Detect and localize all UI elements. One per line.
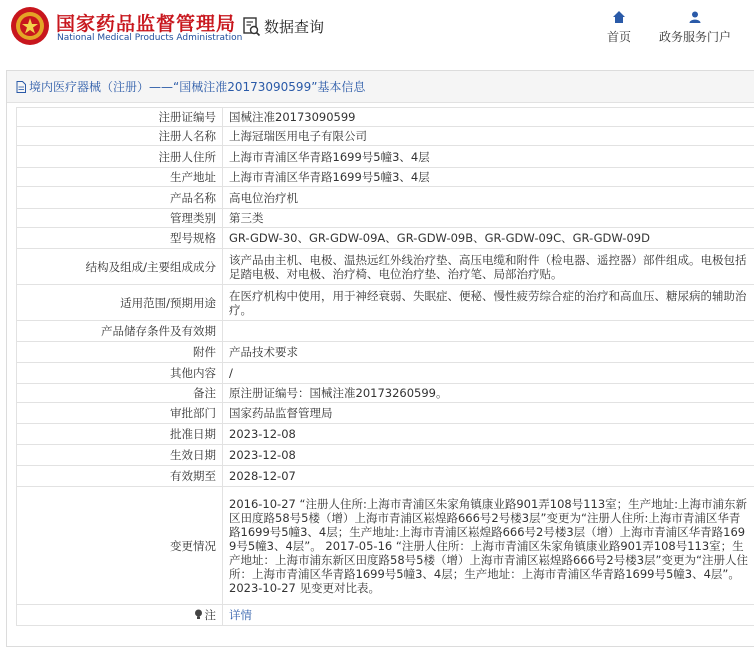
row-value	[223, 321, 754, 342]
row-value: 高电位治疗机	[223, 187, 754, 209]
data-query-label: 数据查询	[264, 16, 324, 37]
row-value: 上海市青浦区华青路1699号5幢3、4层	[223, 168, 754, 187]
table-row	[17, 187, 754, 209]
nav-home-label: 首页	[607, 28, 631, 45]
table-row	[17, 249, 754, 285]
row-value: 2023-12-08	[223, 424, 754, 445]
table-row	[17, 424, 754, 445]
row-label: 生效日期	[17, 445, 223, 466]
basic-info-panel	[6, 70, 754, 647]
table-row	[17, 146, 754, 168]
nav-government-service[interactable]	[659, 10, 731, 45]
home-icon	[612, 10, 626, 24]
site-header	[0, 0, 754, 56]
table-row	[17, 321, 754, 342]
row-label: 注册人住所	[17, 146, 223, 168]
row-label: 注册人名称	[17, 127, 223, 146]
table-row	[17, 127, 754, 146]
row-label: 型号规格	[17, 228, 223, 249]
row-label: 有效期至	[17, 466, 223, 487]
row-label: 其他内容	[17, 363, 223, 384]
row-label: 注册证编号	[17, 108, 223, 127]
panel-header	[7, 71, 754, 103]
row-label: 产品名称	[17, 187, 223, 209]
document-icon	[16, 81, 26, 93]
row-value: 第三类	[223, 209, 754, 228]
table-row	[17, 168, 754, 187]
table-row	[17, 285, 754, 321]
row-value: 上海冠瑞医用电子有限公司	[223, 127, 754, 146]
table-row	[17, 605, 754, 626]
row-label: 适用范围/预期用途	[17, 285, 223, 321]
row-value: GR-GDW-30、GR-GDW-09A、GR-GDW-09B、GR-GDW-09C、GR-GDW-09D	[223, 228, 754, 249]
panel-title: 境内医疗器械（注册）——“国械注准20173090599”基本信息	[29, 78, 365, 95]
search-document-icon	[243, 17, 261, 37]
row-value: 在医疗机构中使用，用于神经衰弱、失眠症、便秘、慢性疲劳综合症的治疗和高血压、糖尿病的辅助治疗。	[223, 285, 754, 321]
row-value: 2023-12-08	[223, 445, 754, 466]
row-label: 结构及组成/主要组成成分	[17, 249, 223, 285]
table-row	[17, 363, 754, 384]
table-row	[17, 466, 754, 487]
table-row	[17, 403, 754, 424]
row-label: 变更情况	[17, 487, 223, 605]
note-value	[223, 605, 754, 626]
site-title: 国家药品监督管理局	[56, 9, 236, 36]
table-row	[17, 209, 754, 228]
table-row	[17, 342, 754, 363]
row-value: 产品技术要求	[223, 342, 754, 363]
note-label-cell	[17, 605, 223, 626]
row-value: 2016-10-27 “注册人住所:上海市青浦区朱家角镇康业路901弄108号113室；生产地址:上海市浦东新区田度路58号5楼（增）上海市青浦区崧煌路666号2号楼3层”变更为“注册人住所:上海市青浦区华青路1699号5幢3、4层；生产地址:上海市青浦区崧煌路666号2号楼3层（增）上海市青浦区华青路1699号5幢3、4层”。 2017-05-16 “注册人住所：上海市青浦区朱家角镇康业路901弄108号113室；生产地址：上海市浦东新区田度路58号5楼（增）上海市青浦区崧煌路666号2号楼3层”变更为“注册人住所：上海市青浦区华青路1699号5幢3、4层；生产地址：上海市青浦区华青路1699号5幢3、4层”。 2023-10-27 见变更对比表。	[223, 487, 754, 605]
row-label: 生产地址	[17, 168, 223, 187]
row-value: 原注册证编号：国械注准20173260599。	[223, 384, 754, 403]
table-row	[17, 108, 754, 127]
bulb-icon	[194, 609, 203, 620]
nav-government-service-label: 政务服务门户	[659, 28, 731, 45]
national-emblem-logo[interactable]	[10, 6, 50, 46]
data-query-link[interactable]	[243, 16, 324, 37]
row-value: 该产品由主机、电极、温热远红外线治疗垫、高压电缆和附件（检电器、遥控器）部件组成。电极包括足踏电极、对电极、治疗椅、电位治疗垫、治疗笔、局部治疗贴。	[223, 249, 754, 285]
row-label: 产品储存条件及有效期	[17, 321, 223, 342]
site-subtitle: National Medical Products Administration	[57, 33, 242, 43]
row-value: 上海市青浦区华青路1699号5幢3、4层	[223, 146, 754, 168]
table-row	[17, 384, 754, 403]
row-value: 2028-12-07	[223, 466, 754, 487]
table-row	[17, 487, 754, 605]
row-value: /	[223, 363, 754, 384]
row-label: 批准日期	[17, 424, 223, 445]
table-row	[17, 445, 754, 466]
row-value: 国械注准20173090599	[223, 108, 754, 127]
nav-home[interactable]	[607, 10, 631, 45]
note-label: 注	[205, 608, 217, 622]
details-link[interactable]: 详情	[229, 608, 252, 622]
user-icon	[688, 10, 702, 24]
table-row	[17, 228, 754, 249]
row-label: 管理类别	[17, 209, 223, 228]
row-value: 国家药品监督管理局	[223, 403, 754, 424]
row-label: 备注	[17, 384, 223, 403]
row-label: 审批部门	[17, 403, 223, 424]
registration-info-table	[16, 107, 754, 626]
row-label: 附件	[17, 342, 223, 363]
